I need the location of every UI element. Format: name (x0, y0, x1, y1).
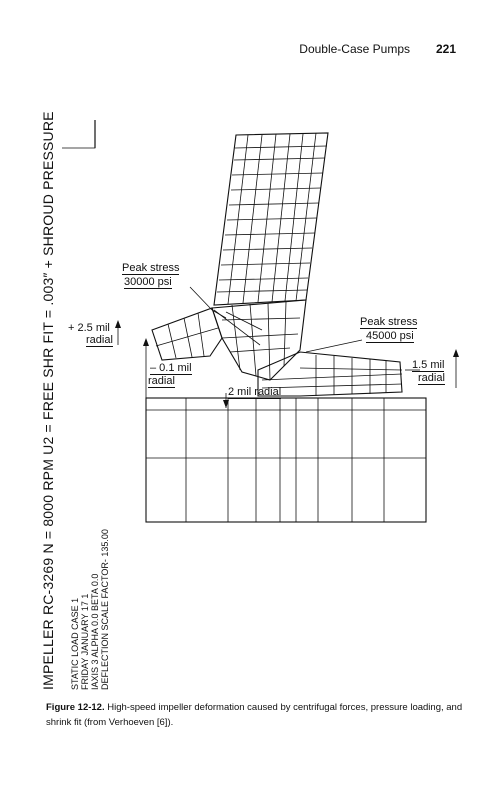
mid-deflection-unit: radial (148, 375, 175, 387)
peak-stress-right-label: Peak stress (360, 316, 418, 328)
peak-stress-left-value: 30000 psi (124, 276, 172, 288)
left-deflection-value: + 2.5 mil (68, 322, 110, 334)
figure-caption (46, 700, 466, 730)
info-line-2: FRIDAY JANUARY 17 1 (80, 593, 90, 690)
caption-lead: Figure 12-12. (46, 702, 105, 713)
bottom-deflection: 2 mil radial (228, 386, 282, 398)
peak-stress-right-value: 45000 psi (366, 330, 414, 342)
left-deflection-unit: radial (86, 334, 113, 346)
page-number: 221 (435, 42, 456, 56)
right-deflection-unit: radial (418, 372, 445, 384)
right-deflection-value: 1.5 mil (412, 359, 445, 371)
mid-deflection-value: – 0.1 mil (150, 362, 192, 374)
peak-stress-left-label: Peak stress (122, 262, 180, 274)
info-line-1: STATIC LOAD CASE 1 (70, 597, 80, 690)
running-header-title: Double-Case Pumps (299, 42, 410, 56)
info-line-3: IAXIS 3 ALPHA 0.0 BETA 0.0 (90, 573, 100, 690)
info-line-4: DEFLECTION SCALE FACTOR- 135.00 (100, 529, 110, 690)
figure-vertical-title: IMPELLER RC-3269 N = 8000 RPM U2 = FREE SHR FIT = .003″ + SHROUD PRESSURE (40, 111, 56, 690)
caption-text: High-speed impeller deformation caused by centrifugal forces, pressure loading, and shrink fit (from Verhoeven [6]). (46, 702, 463, 728)
